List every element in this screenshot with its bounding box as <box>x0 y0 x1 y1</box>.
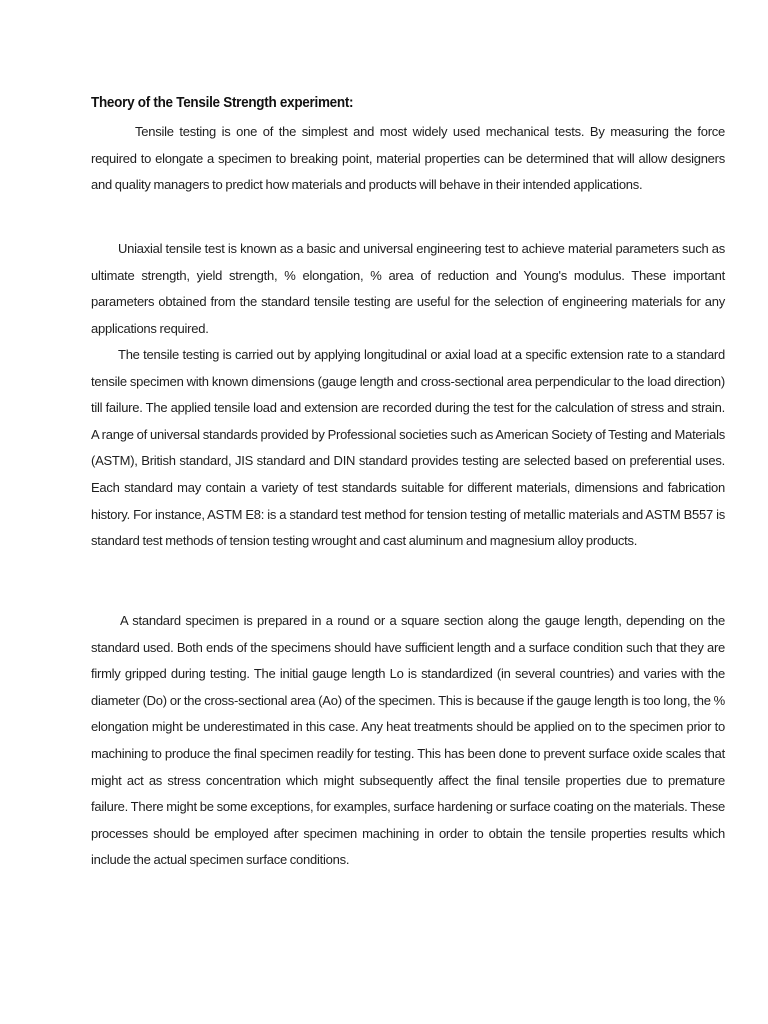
paragraph-uniaxial-test: Uniaxial tensile test is known as a basic and universal engineering test to achieve material parameters such as ultimate strength, yield strength, % elongation, % area of reduction and Young's modulus. These important parameters obtained from the standard tensile testing are useful for the selection of engineering materials for any applications required. <box>91 241 725 336</box>
document-heading: Theory of the Tensile Strength experiment: <box>91 95 354 111</box>
paragraph-standard-specimen: A standard specimen is prepared in a round or a square section along the gauge length, depending on the standard used. Both ends of the specimens should have sufficient length and a surface condition such that they are firmly gripped during testing. The initial gauge length Lo is standardized (in several countries) and varies with the diameter (Do) or the cross-sectional area (Ao) of the specimen. This is because if the gauge length is too long, the % elongation might be underestimated in this case. Any heat treatments should be applied on to the specimen prior to machining to produce the final specimen readily for testing. This has been done to prevent surface oxide scales that might act as stress concentration which might subsequently affect the final tensile properties due to premature failure. There might be some exceptions, for examples, surface hardening or surface coating on the materials. These processes should be employed after specimen machining in order to obtain the tensile properties results which include the actual specimen surface conditions. <box>91 613 725 868</box>
paragraph-testing-procedure: The tensile testing is carried out by applying longitudinal or axial load at a specific extension rate to a standard tensile specimen with known dimensions (gauge length and cross-sectional area perpendicular to the load direction) till failure. The applied tensile load and extension are recorded during the test for the calculation of stress and strain. A range of universal standards provided by Professional societies such as American Society of Testing and Materials (ASTM), British standard, JIS standard and DIN standard provides testing are selected based on preferential uses. Each standard may contain a variety of test standards suitable for different materials, dimensions and fabrication history. For instance, ASTM E8: is a standard test method for tension testing of metallic materials and ASTM B557 is standard test methods of tension testing wrought and cast aluminum and magnesium alloy products. <box>91 347 725 549</box>
paragraph-tensile-testing-intro: Tensile testing is one of the simplest and most widely used mechanical tests. By measuring the force required to elongate a specimen to breaking point, material properties can be determined that will allow designers and quality managers to predict how materials and products will behave in their intended applications. <box>91 124 725 193</box>
